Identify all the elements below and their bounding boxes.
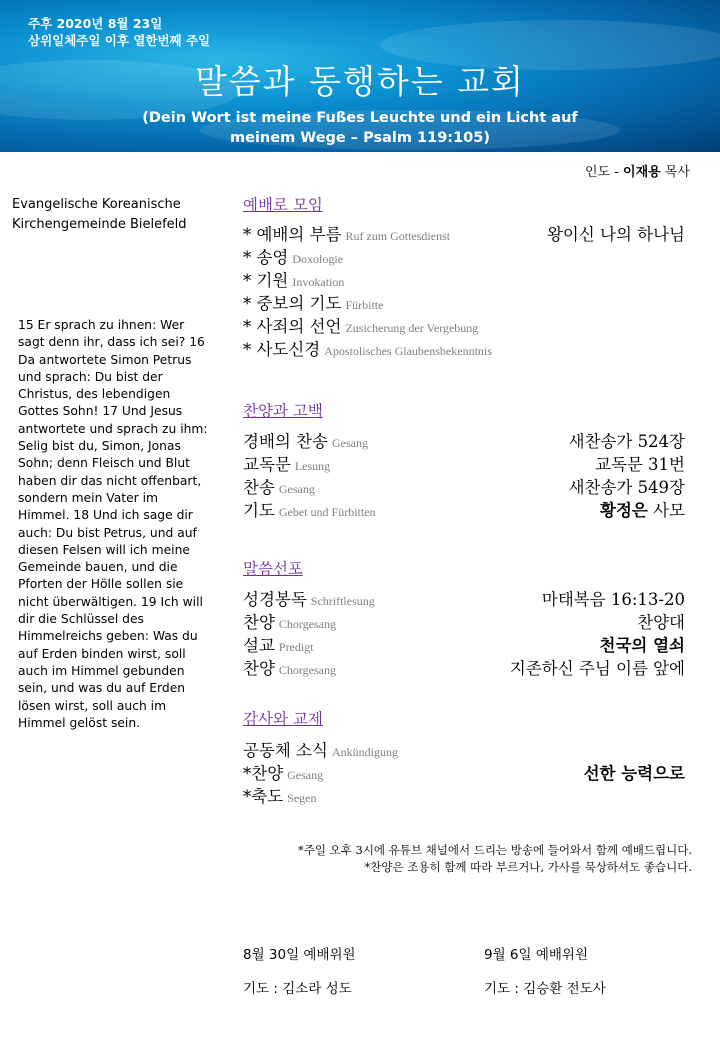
liturgy-item-detail: 마태복음 16:13-20 xyxy=(541,590,685,609)
liturgy-item xyxy=(243,609,685,631)
leader-label: 인도 - xyxy=(584,165,619,180)
section-title: 말씀선포 xyxy=(243,560,303,578)
leader-name: 이재용 xyxy=(623,165,661,180)
motto-subtitle xyxy=(130,108,590,148)
liturgy-item-detail: 왕이신 나의 하나님 xyxy=(546,225,685,244)
liturgy-item xyxy=(243,290,685,312)
notice-line: *주일 오후 3시에 유튜브 채널에서 드리는 방송에 들어와서 함께 예배드립니다. xyxy=(298,843,692,857)
following-week-prayer: 기도 : 김승환 전도사 xyxy=(484,981,606,997)
liturgy-item-german: Ankündigung xyxy=(331,745,398,759)
liturgy-item-detail xyxy=(584,760,685,784)
church-name xyxy=(12,195,212,235)
liturgy-item-detail: 새찬송가 524장 xyxy=(568,432,685,451)
next-week-heading: 8월 30일 예배위원 xyxy=(243,947,356,963)
liturgy-item-korean: * 송영 xyxy=(243,248,289,267)
church-name-line: Evangelische Koreanische xyxy=(12,197,181,212)
bible-passage: 15 Er sprach zu ihnen: Wer sagt denn ihr, dass ich sei? 16 Da antwortete Simon Petrus und sprach: Du bist der Christus, des lebendigen Gottes Sohn! 17 Und Jesus antwortete und sprach zu ihm: Selig bist du, Simon, Jonas Sohn; denn Fleisch und Blut haben dir das nicht offenbart, sondern mein Vater im Himmel. 18 Und ich sage dir auch: Du bist Petrus, und auf diesen Felsen will ich meine Gemeinde bauen, und die Pforten der Hölle sollen sie nicht überwältigen. 19 Ich will dir die Schlüssel des Himmelreichs geben: Was du auf Erden binden wirst, soll auch im Himmel gebunden sein, und was du auf Erden lösen wirst, soll auch im Himmel gelöst sein. xyxy=(18,318,208,730)
liturgy-item-person: 황정은 xyxy=(600,501,648,520)
subtitle-line: meinem Wege – Psalm 119:105) xyxy=(230,130,490,146)
header-banner xyxy=(0,0,720,152)
notice-line: *찬양은 조용히 함께 따라 부르거나, 가사를 묵상하셔도 좋습니다. xyxy=(364,860,692,874)
liturgy-item xyxy=(243,451,685,473)
liturgy-item-korean: * 중보의 기도 xyxy=(243,294,342,313)
liturgy-item-german: Predigt xyxy=(278,640,314,654)
liturgy-item xyxy=(243,586,685,608)
church-motto-title: 말씀과 동행하는 교회 xyxy=(195,62,525,101)
liturgy-item-german: Doxologie xyxy=(292,252,344,266)
liturgy-item xyxy=(243,474,685,496)
liturgy-item-detail: 지존하신 주님 이름 앞에 xyxy=(509,659,685,678)
section-title: 예배로 모임 xyxy=(243,196,323,214)
liturgy-item-korean: 찬양 xyxy=(243,613,275,632)
next-week-prayer: 기도 : 김소라 성도 xyxy=(243,981,352,997)
liturgy-item-korean: 찬송 xyxy=(243,478,275,497)
date-line: 주후 2020년 8월 23일 xyxy=(28,16,163,31)
liturgy-item-korean: * 기원 xyxy=(243,271,289,290)
liturgy-item-german: Invokation xyxy=(292,275,345,289)
liturgy-item xyxy=(243,655,685,677)
following-week-heading: 9월 6일 예배위원 xyxy=(484,947,589,963)
liturgy-item xyxy=(243,632,685,654)
liturgy-item xyxy=(243,497,685,519)
leader-title: 목사 xyxy=(664,165,690,180)
liturgy-item-highlight: 선한 능력으로 xyxy=(583,764,685,783)
liturgy-item-german: Apostolisches Glaubensbekenntnis xyxy=(324,344,492,358)
liturgy-item-german: Gesang xyxy=(278,482,315,496)
liturgy-item-korean: 성경봉독 xyxy=(243,590,307,609)
liturgy-item-korean: * 사도신경 xyxy=(243,340,321,359)
liturgy-item-highlight: 천국의 열쇠 xyxy=(599,636,685,655)
liturgy-item-german: Zusicherung der Vergebung xyxy=(345,321,479,335)
liturgy-item-german: Chorgesang xyxy=(278,663,336,677)
liturgy-item-korean: 공동체 소식 xyxy=(243,741,328,760)
liturgy-item-korean: 찬양 xyxy=(243,659,275,678)
liturgy-item xyxy=(243,221,685,243)
liturgy-item-german: Gebet und Fürbitten xyxy=(278,505,376,519)
liturgy-item-korean: *축도 xyxy=(243,787,284,806)
liturgy-item-korean: 설교 xyxy=(243,636,275,655)
liturgy-item-german: Schriftlesung xyxy=(310,594,375,608)
liturgy-item xyxy=(243,267,685,289)
liturgy-item-german: Fürbitte xyxy=(345,298,384,312)
liturgy-item-korean: *찬양 xyxy=(243,764,284,783)
liturgy-item-german: Segen xyxy=(287,791,317,805)
liturgy-item-german: Gesang xyxy=(287,768,324,782)
section-title: 감사와 교제 xyxy=(243,710,323,728)
liturgy-item xyxy=(243,244,685,266)
liturgy-item-detail: 찬양대 xyxy=(637,613,685,632)
liturgy-item xyxy=(243,783,685,805)
liturgy-item-german: Gesang xyxy=(331,436,368,450)
liturgy-item xyxy=(243,313,685,335)
liturgy-item-korean: * 사죄의 선언 xyxy=(243,317,342,336)
liturgy-item-detail: 새찬송가 549장 xyxy=(568,478,685,497)
liturgy-item xyxy=(243,760,685,782)
liturgy-item xyxy=(243,737,685,759)
liturgy-item-korean: * 예배의 부름 xyxy=(243,225,342,244)
subtitle-line: (Dein Wort ist meine Fußes Leuchte und ein Licht auf xyxy=(142,110,578,126)
liturgy-item-german: Lesung xyxy=(294,459,331,473)
liturgy-item-german: Ruf zum Gottesdienst xyxy=(345,229,451,243)
liturgy-item xyxy=(243,336,685,358)
liturgy-item-korean: 기도 xyxy=(243,501,275,520)
section-title: 찬양과 고백 xyxy=(243,402,323,420)
liturgy-item-detail xyxy=(600,632,685,656)
church-name-line: Kirchengemeinde Bielefeld xyxy=(12,217,187,232)
liturgical-day: 삼위일체주일 이후 열한번째 주일 xyxy=(28,33,211,48)
liturgy-item xyxy=(243,428,685,450)
service-date xyxy=(28,15,210,49)
liturgy-item-german: Chorgesang xyxy=(278,617,336,631)
liturgy-item-korean: 교독문 xyxy=(243,455,291,474)
leader-line xyxy=(585,161,690,180)
liturgy-item-detail: 황정은 사모 xyxy=(600,501,685,520)
liturgy-item-korean: 경배의 찬송 xyxy=(243,432,328,451)
liturgy-item-detail: 교독문 31번 xyxy=(595,455,685,474)
